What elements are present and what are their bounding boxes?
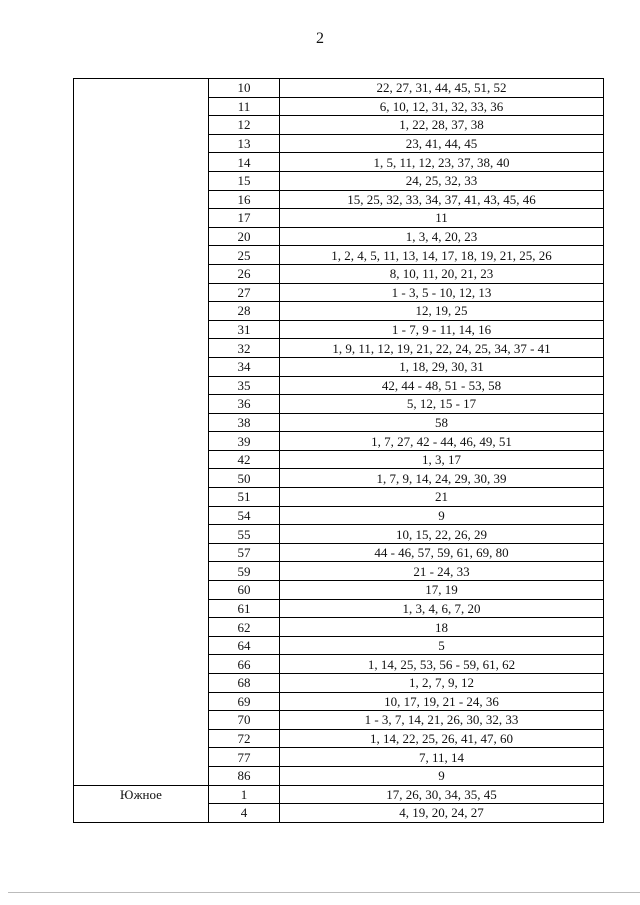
number-cell: 1 <box>209 785 280 804</box>
number-cell: 35 <box>209 376 280 395</box>
number-cell: 25 <box>209 246 280 265</box>
table-body <box>74 79 604 823</box>
values-cell: 1, 18, 29, 30, 31 <box>280 357 604 376</box>
number-cell: 86 <box>209 766 280 785</box>
values-cell: 9 <box>280 506 604 525</box>
region-cell <box>74 79 209 786</box>
number-cell: 16 <box>209 190 280 209</box>
number-cell: 60 <box>209 581 280 600</box>
number-cell: 42 <box>209 450 280 469</box>
values-cell: 1, 14, 22, 25, 26, 41, 47, 60 <box>280 729 604 748</box>
scan-edge-line <box>8 892 640 893</box>
values-cell: 6, 10, 12, 31, 32, 33, 36 <box>280 97 604 116</box>
values-cell: 1, 7, 27, 42 - 44, 46, 49, 51 <box>280 432 604 451</box>
number-cell: 15 <box>209 171 280 190</box>
values-cell: 21 <box>280 488 604 507</box>
number-cell: 11 <box>209 97 280 116</box>
values-cell: 17, 26, 30, 34, 35, 45 <box>280 785 604 804</box>
values-cell: 10, 17, 19, 21 - 24, 36 <box>280 692 604 711</box>
values-cell: 1, 9, 11, 12, 19, 21, 22, 24, 25, 34, 37 - 41 <box>280 339 604 358</box>
number-cell: 17 <box>209 209 280 228</box>
number-cell: 36 <box>209 395 280 414</box>
number-cell: 70 <box>209 711 280 730</box>
number-cell: 26 <box>209 264 280 283</box>
values-cell: 1, 2, 4, 5, 11, 13, 14, 17, 18, 19, 21, 25, 26 <box>280 246 604 265</box>
number-cell: 13 <box>209 134 280 153</box>
data-table <box>73 78 604 823</box>
values-cell: 22, 27, 31, 44, 45, 51, 52 <box>280 79 604 98</box>
values-cell: 1, 7, 9, 14, 24, 29, 30, 39 <box>280 469 604 488</box>
number-cell: 31 <box>209 320 280 339</box>
number-cell: 61 <box>209 599 280 618</box>
values-cell: 1 - 3, 5 - 10, 12, 13 <box>280 283 604 302</box>
number-cell: 20 <box>209 227 280 246</box>
values-cell: 1, 14, 25, 53, 56 - 59, 61, 62 <box>280 655 604 674</box>
values-cell: 1 - 7, 9 - 11, 14, 16 <box>280 320 604 339</box>
region-cell: Южное <box>74 785 209 822</box>
values-cell: 24, 25, 32, 33 <box>280 171 604 190</box>
values-cell: 21 - 24, 33 <box>280 562 604 581</box>
values-cell: 8, 10, 11, 20, 21, 23 <box>280 264 604 283</box>
values-cell: 15, 25, 32, 33, 34, 37, 41, 43, 45, 46 <box>280 190 604 209</box>
values-cell: 1, 5, 11, 12, 23, 37, 38, 40 <box>280 153 604 172</box>
number-cell: 32 <box>209 339 280 358</box>
number-cell: 57 <box>209 543 280 562</box>
values-cell: 58 <box>280 413 604 432</box>
values-cell: 5 <box>280 636 604 655</box>
values-cell: 42, 44 - 48, 51 - 53, 58 <box>280 376 604 395</box>
number-cell: 34 <box>209 357 280 376</box>
page-number: 2 <box>316 30 324 47</box>
number-cell: 62 <box>209 618 280 637</box>
values-cell: 5, 12, 15 - 17 <box>280 395 604 414</box>
values-cell: 1 - 3, 7, 14, 21, 26, 30, 32, 33 <box>280 711 604 730</box>
number-cell: 14 <box>209 153 280 172</box>
values-cell: 1, 3, 4, 20, 23 <box>280 227 604 246</box>
number-cell: 4 <box>209 804 280 823</box>
number-cell: 39 <box>209 432 280 451</box>
values-cell: 17, 19 <box>280 581 604 600</box>
values-cell: 1, 3, 4, 6, 7, 20 <box>280 599 604 618</box>
values-cell: 44 - 46, 57, 59, 61, 69, 80 <box>280 543 604 562</box>
table-row <box>74 785 604 804</box>
number-cell: 27 <box>209 283 280 302</box>
number-cell: 77 <box>209 748 280 767</box>
number-cell: 38 <box>209 413 280 432</box>
values-cell: 12, 19, 25 <box>280 302 604 321</box>
values-cell: 1, 22, 28, 37, 38 <box>280 116 604 135</box>
number-cell: 72 <box>209 729 280 748</box>
number-cell: 55 <box>209 525 280 544</box>
values-cell: 7, 11, 14 <box>280 748 604 767</box>
number-cell: 10 <box>209 79 280 98</box>
values-cell: 1, 3, 17 <box>280 450 604 469</box>
values-cell: 18 <box>280 618 604 637</box>
number-cell: 28 <box>209 302 280 321</box>
number-cell: 54 <box>209 506 280 525</box>
number-cell: 68 <box>209 674 280 693</box>
table-row <box>74 79 604 98</box>
number-cell: 51 <box>209 488 280 507</box>
number-cell: 50 <box>209 469 280 488</box>
values-cell: 9 <box>280 766 604 785</box>
values-cell: 10, 15, 22, 26, 29 <box>280 525 604 544</box>
number-cell: 12 <box>209 116 280 135</box>
values-cell: 4, 19, 20, 24, 27 <box>280 804 604 823</box>
values-cell: 1, 2, 7, 9, 12 <box>280 674 604 693</box>
number-cell: 59 <box>209 562 280 581</box>
values-cell: 23, 41, 44, 45 <box>280 134 604 153</box>
number-cell: 66 <box>209 655 280 674</box>
number-cell: 69 <box>209 692 280 711</box>
values-cell: 11 <box>280 209 604 228</box>
number-cell: 64 <box>209 636 280 655</box>
